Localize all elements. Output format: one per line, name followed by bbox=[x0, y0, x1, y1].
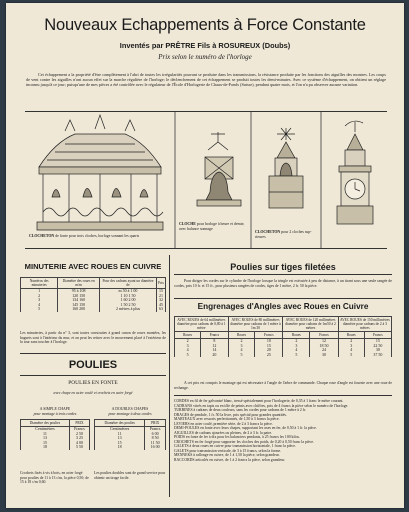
price-note: Prix selon le numéro de l'horloge bbox=[158, 53, 252, 61]
table-cell: 18 bbox=[95, 445, 145, 450]
table-cell: 3 bbox=[283, 344, 310, 349]
illustrations-band bbox=[25, 111, 387, 249]
table-cell: 2 bbox=[338, 339, 364, 344]
double-chape-head: A DOUBLES CHAPES pour montage à deux cordes bbox=[108, 407, 152, 416]
engrenage-subheader: Roues bbox=[338, 332, 364, 339]
table-cell: 6 00 bbox=[145, 432, 166, 437]
minuterie-header: Prix bbox=[156, 278, 165, 289]
accessory-item: CORDES en fil de fer galvanisé blanc, tressé spécialement pour l'horlogerie, de 0,35 à 1 franc le mètre courant. bbox=[174, 399, 344, 403]
minuterie-header: Numéros des minuteries bbox=[21, 278, 58, 289]
accessory-item: MARTEAUX avec ressorts perfectionnés, de 1,50 à 3 francs la pièce. bbox=[174, 417, 280, 421]
table-cell: 30 bbox=[310, 353, 338, 358]
poulies-note: avec chape en acier coulé et crochets en acier forgé bbox=[53, 391, 133, 395]
table-cell: 3 bbox=[338, 344, 364, 349]
minuterie-table bbox=[20, 277, 166, 312]
table-cell: 11 bbox=[21, 432, 70, 437]
table-cell: 18 50 bbox=[310, 344, 338, 349]
table-cell: 24 bbox=[310, 348, 338, 353]
accessory-item: GALETS à deux roues en cuivre pour transmission horizontale, 1 franc la pièce. bbox=[174, 444, 296, 448]
divider bbox=[20, 353, 166, 354]
table-cell: 3 bbox=[21, 298, 58, 303]
accessories-list bbox=[174, 399, 392, 462]
accessory-item: CADRANS vitrés en tapis ou en tôle de peints avec chiffres, prix de 4 francs la pièce selon le numéro de l'horloge. bbox=[174, 403, 349, 408]
intro-paragraph: Cet échappement a la propriété d'être complètement à l'abri de toutes les irrégularités pouvant se produire dans les transmissions, la résistance produite par les fonctions des aiguilles des montres. Les coups de vent contre les aiguilles n'ont aucun effet sur la marche régulière de l'horloge; le déclenchement de cet échappement se produit toutes les demi-minutes. Avec ce système d'échappement, on obtient un réglage inconnu jusqu'à ce jour; puisqu'une de mes pièces a été contrôlée avec le régulateur de l'École d'Horlogerie de Chaux-de-Fonds (Suisse), pendant quatre mois, et l'on n'a pu observer aucune variation. bbox=[26, 72, 386, 88]
table-cell: 15 bbox=[95, 441, 145, 446]
table-cell: 12 bbox=[310, 339, 338, 344]
table-cell: 14 bbox=[201, 348, 229, 353]
page-subtitle: Inventés par PRÊTRE Fils à ROSUREUX (Doubs) bbox=[119, 41, 291, 50]
simple-chape-head: A SIMPLE CHAPE pour montage à trois cordes bbox=[33, 407, 77, 416]
double-foot-note: Les poulies doubles sont de grand service pour obtenir un tirage facile. bbox=[94, 471, 166, 480]
table-cell: 2 bbox=[21, 294, 58, 299]
table-cell: 5 50 bbox=[69, 445, 89, 450]
poulies-tiges-title: Poulies sur tiges filetées bbox=[230, 262, 336, 272]
minuterie-header: Diamètre des roues en m/m bbox=[58, 278, 100, 289]
table-cell: 1 bbox=[21, 289, 58, 294]
table-cell: Francs bbox=[145, 427, 166, 432]
table-cell: 3 bbox=[228, 344, 255, 349]
table-cell: 2 bbox=[283, 339, 310, 344]
table-cell: 4 bbox=[228, 348, 255, 353]
table-cell: 25 bbox=[255, 353, 283, 358]
table-cell: 20 bbox=[201, 353, 229, 358]
table-cell: 12 bbox=[201, 344, 229, 349]
table-cell: 5 bbox=[228, 353, 255, 358]
engrenage-column-header: AVEC ROUES de 64 millimètres diamètre pour cadrans de 0,80 à 1 mètre bbox=[175, 317, 229, 332]
poulies.double-header: PRIX bbox=[145, 420, 166, 427]
simple-chape-table bbox=[20, 419, 90, 450]
accessory-item: RACCORDS articulés en cuivre, de 1 à 2 francs la pièce, selon grandeur. bbox=[174, 457, 286, 462]
table-cell: 5 bbox=[283, 353, 310, 358]
table-cell: 20 bbox=[255, 348, 283, 353]
engrenage-column-header: AVEC ROUES de 120 millimètres diamètre pour cadrans de 1m50 à 2 mètres bbox=[283, 317, 338, 332]
table-cell: 8 bbox=[201, 339, 229, 344]
table-cell: 45 bbox=[156, 303, 165, 308]
table-cell: 4 bbox=[21, 303, 58, 308]
table-row bbox=[21, 307, 166, 312]
table-cell: 15 bbox=[156, 289, 165, 294]
table-cell: 5 bbox=[338, 353, 364, 358]
table-cell: 10 bbox=[255, 339, 283, 344]
table-row bbox=[175, 353, 392, 358]
table-cell: 21 bbox=[156, 294, 165, 299]
table-cell: 1 10 1 50 bbox=[100, 294, 157, 299]
accessory-item: DRAGES de pendule, 1 fr. 50 la livre, prix spécial pour grandes quantités. bbox=[174, 412, 287, 417]
caption-clocheton-3: CLOCHETON de fonte pour trois cloches, horloge sonnant les quarts bbox=[29, 234, 140, 238]
table-cell: 13 bbox=[95, 436, 145, 441]
engrenage-subheader: Francs bbox=[201, 332, 229, 339]
divider bbox=[174, 274, 392, 275]
table-cell: 2 50 bbox=[69, 432, 89, 437]
table-cell: 5 bbox=[21, 307, 58, 312]
table-row bbox=[21, 445, 90, 450]
minuterie-note: Les minuteries, à partir du n° 3, sont toutes construites à grand canon de roues montées, les baguets sont à l'intérieur du mur, et on peut les retirer avec le mouvement placé à l'extérieur de la tour sans toucher à l'horloge. bbox=[20, 331, 166, 344]
table-cell: 2 mètres à plus bbox=[100, 307, 157, 312]
table-cell: 11 bbox=[95, 432, 145, 437]
engrenage-subheader: Roues bbox=[283, 332, 310, 339]
table-cell: 120 150 bbox=[58, 294, 100, 299]
accessory-item: TURBINES à cadrans de deux couleurs, sans les cordes pour cadrans de 1 mètre à 2 fr. bbox=[174, 408, 307, 412]
table-cell: 1 60 2 00 bbox=[100, 298, 157, 303]
engrenage-subheader: Roues bbox=[175, 332, 201, 339]
table-cell: 37 50 bbox=[364, 353, 391, 358]
caption-clocheton-2: CLOCHETON pour 2 cloches sup-rieures bbox=[255, 230, 312, 239]
column-divider bbox=[169, 255, 170, 497]
table-cell: Centimètres bbox=[95, 427, 145, 432]
table-cell: 145 150 bbox=[58, 303, 100, 308]
table-cell: 160 200 bbox=[58, 307, 100, 312]
engrenage-subheader: Francs bbox=[310, 332, 338, 339]
divider bbox=[174, 395, 392, 396]
table-cell: 30 bbox=[364, 348, 391, 353]
catalog-page bbox=[6, 3, 404, 508]
poulies.simple-header: Diamètre des poulies bbox=[21, 420, 70, 427]
table-cell: 32 bbox=[156, 298, 165, 303]
engrenage-column-header: AVEC ROUES de 80 millimètres diamètre pour cadrans de 1 mètre à 1m 30 bbox=[228, 317, 283, 332]
divider bbox=[20, 375, 166, 376]
accessory-item: MENNEKS à rallonge en cuivre, de 1 à 1,50 la pièce, selon grandeur. bbox=[174, 453, 280, 457]
table-cell: 16 00 bbox=[145, 445, 166, 450]
minuterie-title: MINUTERIE AVEC ROUES EN CUIVRE bbox=[24, 262, 162, 271]
simple-foot-note: Crochets fixés à vis à bois, en acier forgé pour poulies de 11 à 13 c/m, la pièce 0,50; de 15 à 18 c/m 0,60. bbox=[20, 471, 89, 484]
table-cell: 4 bbox=[338, 348, 364, 353]
table-cell: 4 bbox=[175, 348, 201, 353]
poulies.double-header: Diamètre des poulies bbox=[95, 420, 145, 427]
table-cell: 22 50 bbox=[364, 344, 391, 349]
table-cell: 11 50 bbox=[145, 441, 166, 446]
engrenage-subheader: Francs bbox=[364, 332, 391, 339]
table-cell: 8 50 bbox=[145, 436, 166, 441]
table-cell: 4 bbox=[283, 348, 310, 353]
accessory-item: POIDS en fonte de fer à dix pour les balanciers pendants, à 25 francs les 100 kilos. bbox=[174, 435, 300, 439]
table-row bbox=[95, 445, 166, 450]
caption-cloche: CLOCHE pour horloge à heure et demie, avec balance sonnage bbox=[179, 222, 245, 231]
divider bbox=[174, 298, 392, 299]
table-cell: 13 bbox=[21, 436, 70, 441]
engrenages-table bbox=[174, 316, 392, 357]
poulies-subtitle: POULIES EN FONTE bbox=[68, 380, 118, 386]
page-title: Nouveaux Echappements à Force Constante bbox=[44, 16, 366, 34]
poulies.simple-header: PRIX bbox=[69, 420, 89, 427]
table-cell: Francs bbox=[69, 427, 89, 432]
table-cell: 15 bbox=[364, 339, 391, 344]
engrenage-column-header: AVEC ROUES de 150 millimètres diamètre pour cadrans de 2 à 3 mètres bbox=[339, 318, 390, 330]
table-cell: 15 bbox=[21, 441, 70, 446]
table-cell: 2 bbox=[228, 339, 255, 344]
double-chape-table bbox=[94, 419, 166, 450]
table-cell: Centimètres bbox=[21, 427, 70, 432]
accessory-item: DEMI-POULES en fonte avec leurs chapes, supportant les axes en fer, de 0,50 à 1 fr. la pièce. bbox=[174, 426, 317, 430]
table-cell: 95 à 108 bbox=[58, 289, 100, 294]
table-cell: 63 bbox=[156, 307, 165, 312]
poulies-title: POULIES bbox=[68, 359, 118, 371]
table-cell: 3 bbox=[175, 344, 201, 349]
engrenage-subheader: Roues bbox=[228, 332, 255, 339]
engrenages-note: A cet prix est compris le montage qui est nécessaire à l'angle de l'arbre de commande. Chaque roue d'angle est fournie avec une roue de rechange. bbox=[174, 381, 392, 390]
table-cell: 15 bbox=[255, 344, 283, 349]
minuterie-header: Pour des cadrans ayant un diamètre de bbox=[100, 278, 157, 289]
table-cell: m 50 à 1 00 bbox=[100, 289, 157, 294]
table-cell: 134 160 bbox=[58, 298, 100, 303]
table-cell: 18 bbox=[21, 445, 70, 450]
poulies-tiges-text: Pour diriger les cordes sur le cylindre de l'horloge lorsque la tringle est exécutée à peu de distance, à un tirant sous une seule rangée de cordes, prix 10 fr. et 15 fr., pour plusieurs rangées de cordes, tiges de 1 mètre, 2 fr. 50 la pièce. bbox=[174, 279, 392, 288]
engrenage-subheader: Francs bbox=[255, 332, 283, 339]
table-cell: 3 25 bbox=[69, 436, 89, 441]
accessory-item: AIGUILLES de cadrans ajourées ou pleines, de 2 à 3 fr. la paire. bbox=[174, 430, 273, 435]
table-cell: 1 50 2 50 bbox=[100, 303, 157, 308]
accessory-item: CROCHETS en fer forgé pour supporter les cloches des poids, de 0,20 à 0,50 franc la pièce. bbox=[174, 439, 314, 444]
table-cell: 2 bbox=[175, 339, 201, 344]
accessory-item: GALETS pour transmission verticale, de 3 à 15 francs, selon la forme. bbox=[174, 448, 282, 453]
table-cell: 4 00 bbox=[69, 441, 89, 446]
engrenages-title: Engrenages d'Angles avec Roues en Cuivre bbox=[197, 302, 369, 311]
accessory-item: LEVIERS en acier coulé, première série, de 2 à 3 francs la pièce. bbox=[174, 421, 273, 426]
table-cell: 5 bbox=[175, 353, 201, 358]
